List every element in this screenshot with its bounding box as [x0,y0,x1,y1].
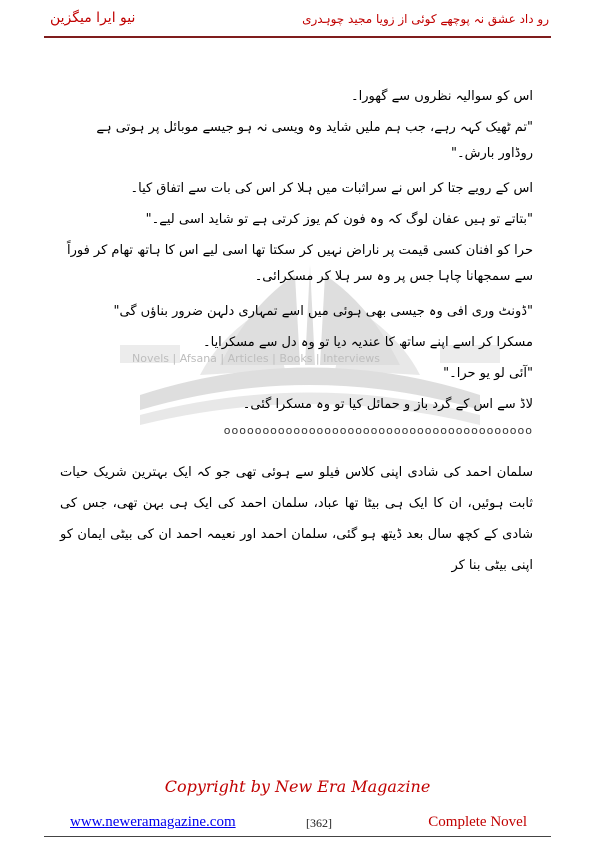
paragraph: حرا کو افنان کسی قیمت پر ناراض نہیں کر سکتا تھا اسی لیے اس کا ہاتھ تھام کر فوراً سے سمجھانا چاہا جس پر وہ سر ہلا کر مسکرائی۔ [66,243,533,284]
copyright-notice: Copyright by New Era Magazine [164,777,431,796]
footer-divider [44,836,551,837]
magazine-name: نیو ایرا میگزین [50,10,136,26]
body-text [60,84,533,590]
header-divider [44,36,551,38]
page-footer [60,814,535,834]
paragraph: "ڈونٹ وری افی وہ جیسی بھی ہوئی میں اسے تمہاری دلہن ضرور بناؤں گی" [113,304,533,319]
page-number: [362] [306,816,332,830]
story-paragraph: سلمان احمد کی شادی اپنی کلاس فیلو سے ہوئی تھی جو کہ ایک بہترین شریک حیات ثابت ہوئیں، ان کا ایک ہی بیٹا تھا عباد، سلمان احمد کی ایک ہی بہن تھی، جس کی شادی کے کچھ سال بعد ڈیتھ ہو گئی، سلمان احمد اور نعیمہ احمد ان کی بیٹی ایمان کو اپنی بیٹی بنا کر [60,465,533,573]
paragraph: مسکرا کر اسے اپنے ساتھ کا عندیہ دیا تو وہ دل سے مسکرایا۔ [202,335,533,350]
page-header [50,8,549,34]
complete-novel-label: Complete Novel [428,814,527,830]
website-link[interactable]: www.neweramagazine.com [70,814,236,830]
watermark-text: Novels | Afsana | Articles | Books | Interviews [132,352,381,365]
novel-title: رو داد عشق نہ پوچھے کوئی از زویا مجید چوہدری [302,12,549,26]
paragraph: "آئی لو یو حرا۔" [443,366,533,381]
paragraph: "تم ٹھیک کہہ رہے، جب ہم ملیں شاید وہ ویسی نہ ہو جیسے موبائل پر ہوتی ہے روڈاور بارش۔" [96,120,533,161]
section-separator: oooooooooooooooooooooooooooooooooooooooo [223,424,533,437]
paragraph: اس کے رویے جتا کر اس نے سراثبات میں ہلا کر اس کی بات سے اتفاق کیا۔ [130,181,533,196]
paragraph: "بتاتے تو ہیں عفان لوگ کہ وہ فون کم یوز کرتی ہے تو شاید اسی لیے۔" [145,212,533,227]
paragraph: لاڈ سے اس کے گرد باز و حمائل کیا تو وہ مسکرا گئی۔ [242,397,533,412]
paragraph: اس کو سوالیہ نظروں سے گھورا۔ [351,89,533,104]
